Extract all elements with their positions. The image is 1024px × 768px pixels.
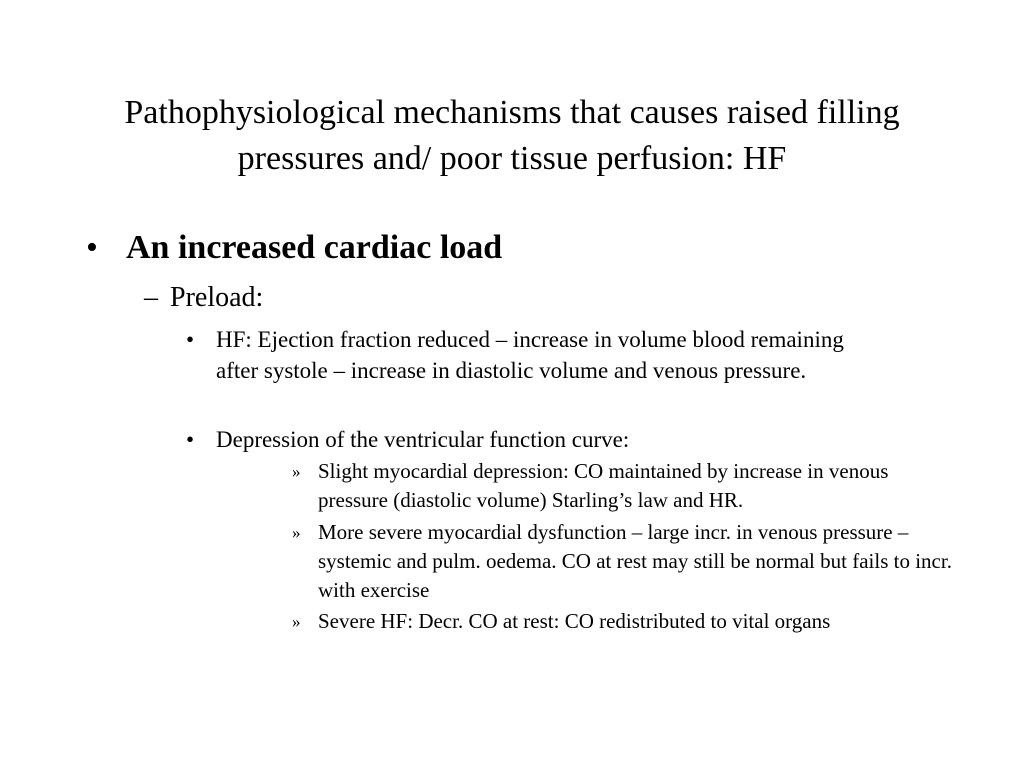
bullet-marker: • [186,327,195,352]
point-text: Depression of the ventricular function curve: [216,427,630,452]
sub-point-slight-depression [292,457,952,515]
sub-bullet-text: Preload: [170,282,264,313]
point-ejection-fraction [186,324,886,386]
bullet-increased-cardiac-load [86,226,946,270]
chevron-marker: » [292,462,301,481]
dash-marker: – [144,282,158,313]
sub-point-severe-dysfunction [292,518,952,605]
bullet-marker: • [186,427,195,452]
sub-point-text: More severe myocardial dysfunction – large incr. in venous pressure – systemic and pulm. oedema. CO at rest may still be normal but fails to incr. with exercise [318,520,952,602]
sub-point-text: Severe HF: Decr. CO at rest: CO redistributed to vital organs [318,609,831,633]
point-ventricular-function-curve [186,424,886,455]
sub-bullet-preload [144,280,944,316]
slide-title: Pathophysiological mechanisms that causes raised filling pressures and/ poor tissue perfusion: HF [124,94,900,177]
sub-point-text: Slight myocardial depression: CO maintained by increase in venous pressure (diastolic volume) Starling’s law and HR. [318,459,889,512]
chevron-marker: » [292,612,301,631]
sub-point-severe-hf [292,607,952,636]
bullet-text: An increased cardiac load [126,229,503,266]
point-text: HF: Ejection fraction reduced – increase in volume blood remaining after systole – increase in diastolic volume and venous pressure. [216,327,844,383]
bullet-marker: • [86,229,98,266]
chevron-marker: » [292,523,301,542]
